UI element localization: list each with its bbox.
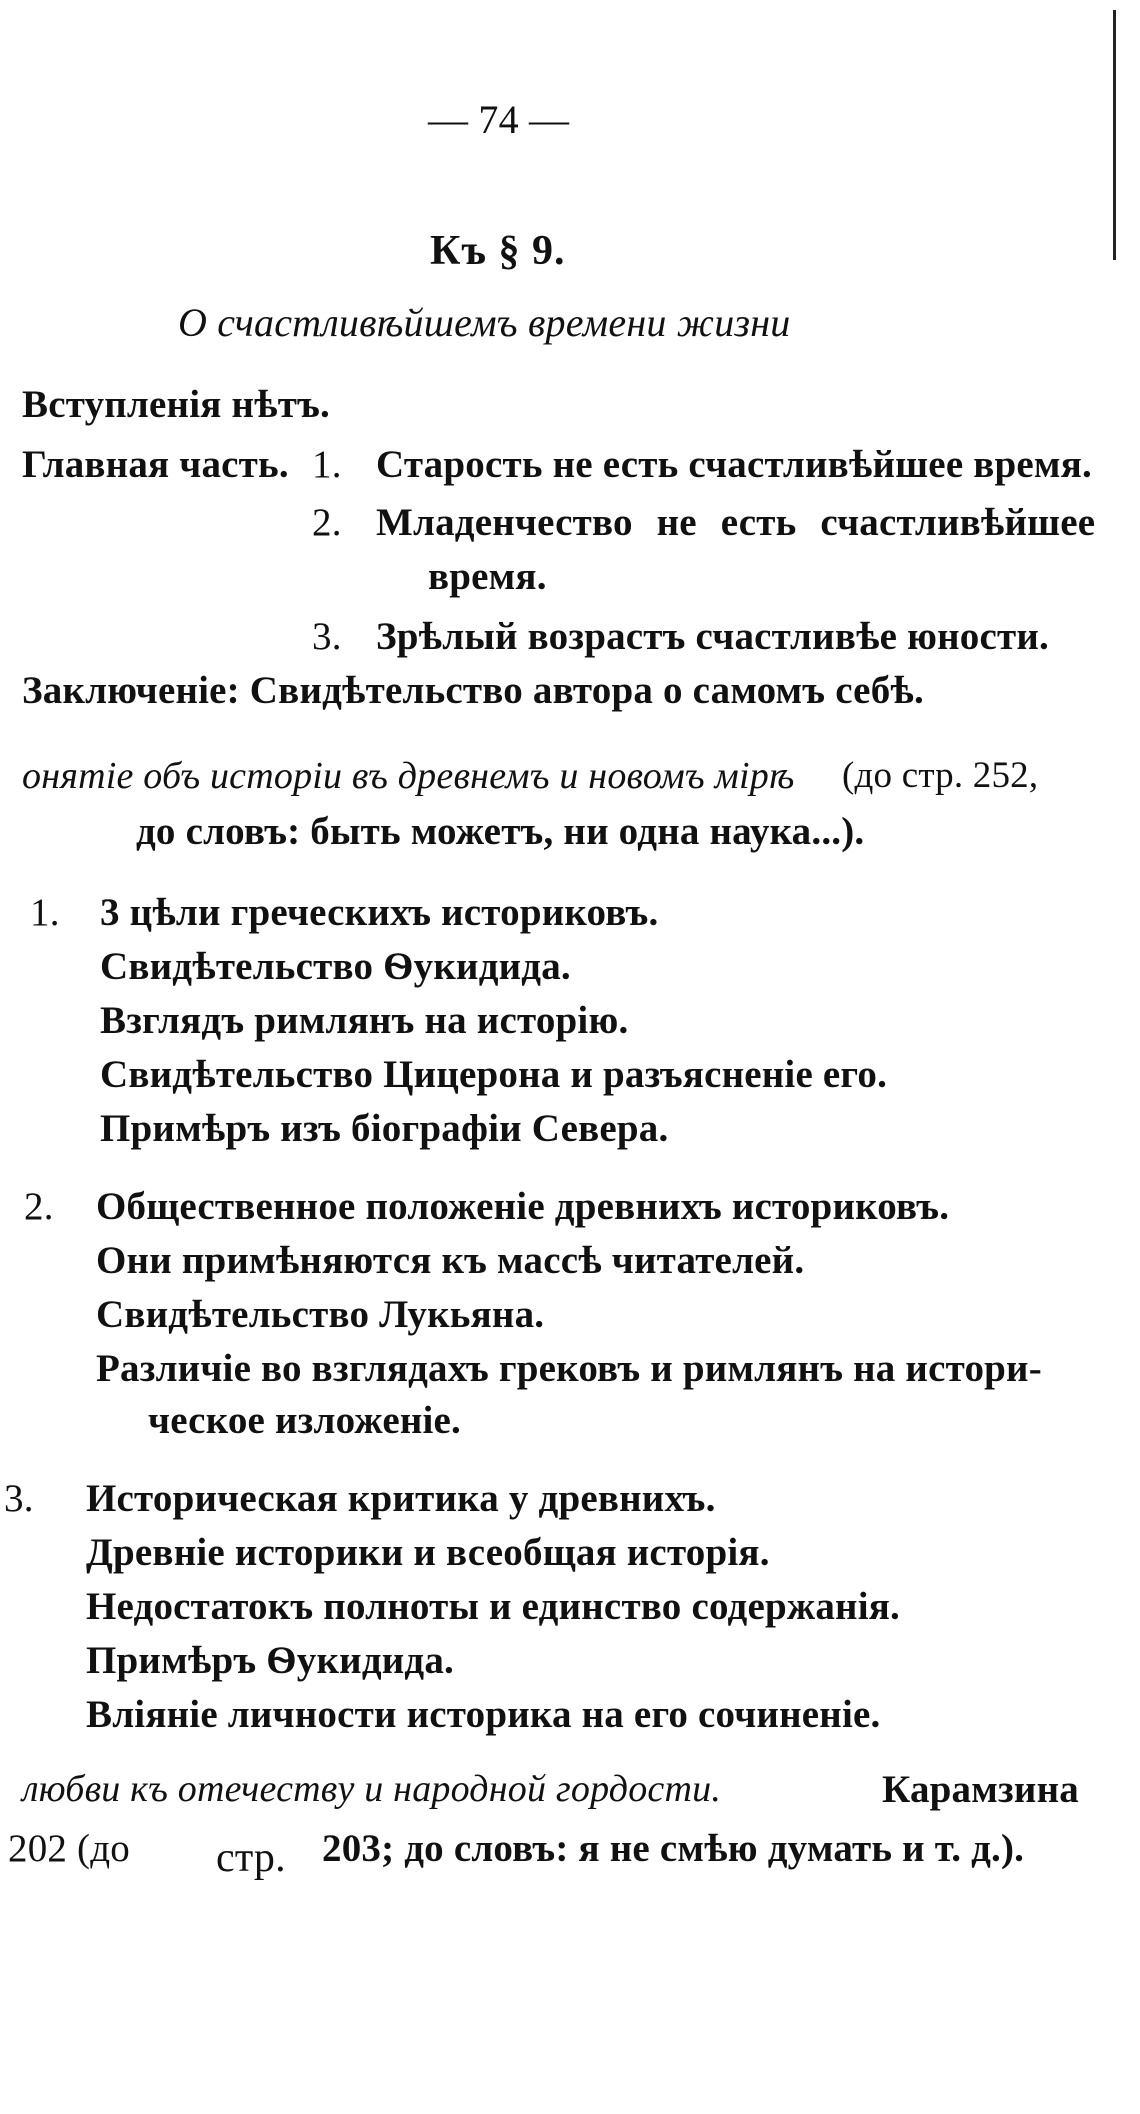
group-3-item: Примѣръ Ѳукидида. (86, 1639, 454, 1682)
group-3-item: Историческая критика у древнихъ. (86, 1477, 716, 1520)
karamzin-topic-title: любви къ отечеству и народной гордости. (22, 1768, 722, 1810)
outline-point-1-num: 1. (312, 443, 342, 486)
group-1-item: Свидѣтельство Цицерона и разъясненіе его. (100, 1053, 888, 1096)
group-2-num: 2. (24, 1185, 54, 1228)
group-1-item: 3 цѣли греческихъ историковъ. (100, 891, 659, 934)
group-1-item: Примѣръ изъ біографіи Севера. (100, 1107, 669, 1150)
outline-intro: Вступленія нѣтъ. (22, 383, 331, 426)
group-2-item: Различіе во взглядахъ грековъ и римлянъ на истори- (96, 1347, 1042, 1390)
outline-point-2: Младенчество не есть счастливѣйшее (376, 501, 1096, 544)
group-3-num: 3. (4, 1477, 34, 1520)
page-number: — 74 — (428, 97, 570, 142)
group-1-item: Взглядъ римлянъ на исторію. (100, 999, 629, 1042)
outline-point-3-num: 3. (312, 615, 342, 658)
group-2-item: ческое изложеніе. (148, 1399, 462, 1442)
outline-point-2-num: 2. (312, 501, 342, 544)
karamzin-ref-rest: 203; до словъ: я не смѣю думать и т. д.). (322, 1827, 1025, 1870)
karamzin-ref: 202 (до (8, 1827, 130, 1870)
margin-rule (1113, 10, 1116, 260)
outline-main-label: Главная часть. (22, 443, 289, 486)
outline-point-1: Старость не есть счастливѣйшее время. (376, 443, 1092, 486)
outline-point-2-cont: время. (428, 555, 547, 598)
group-2-item: Свидѣтельство Лукьяна. (96, 1293, 545, 1336)
karamzin-author: Карамзина (882, 1768, 1079, 1811)
group-1-num: 1. (30, 891, 60, 934)
outline-point-3: Зрѣлый возрастъ счастливѣе юности. (376, 615, 1049, 658)
group-3-item: Вліяніе личности историка на его сочиненіе. (86, 1693, 881, 1736)
group-3-item: Древніе историки и всеобщая исторія. (86, 1531, 770, 1574)
history-topic-title: онятіе объ исторіи въ древнемъ и новомъ мірѣ (22, 755, 795, 797)
outline-conclusion: Заключеніе: Свидѣтельство автора о самомъ себѣ. (22, 669, 924, 712)
group-2-item: Общественное положеніе древнихъ историковъ. (96, 1185, 950, 1228)
group-3-item: Недостатокъ полноты и единство содержанія. (86, 1585, 900, 1628)
group-2-item: Они примѣняются къ массѣ читателей. (96, 1239, 805, 1282)
topic-title: О счастливѣйшемъ времени жизни (178, 300, 791, 345)
history-topic-ref-cont: до словъ: быть можетъ, ни одна наука...). (136, 810, 865, 853)
karamzin-ref-str: стр. (216, 1835, 286, 1881)
history-topic-ref: (до стр. 252, (842, 755, 1039, 796)
group-1-item: Свидѣтельство Ѳукидида. (100, 945, 571, 988)
section-heading: Къ § 9. (430, 228, 566, 274)
